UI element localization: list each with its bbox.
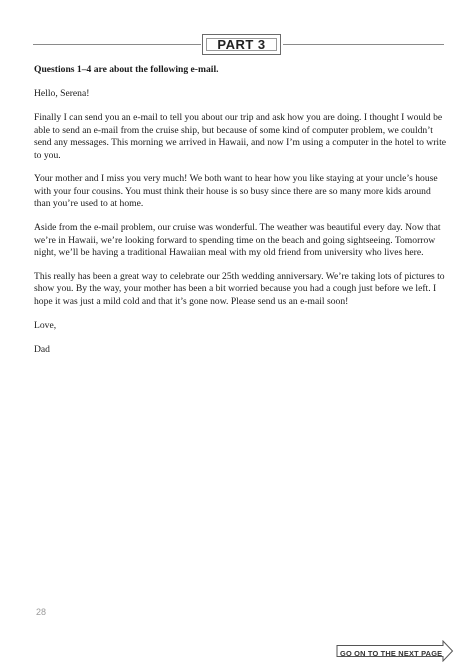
header-rule-right	[283, 44, 444, 45]
email-signature: Dad	[34, 343, 50, 355]
question-instructions: Questions 1–4 are about the following e-mail.	[34, 64, 219, 75]
email-greeting: Hello, Serena!	[34, 88, 90, 100]
page-number: 28	[36, 607, 47, 617]
email-paragraph-4: This really has been a great way to celebrate our 25th wedding anniversary. We’re taking lots of pictures to show you. By the way, your mother has been a bit worried because you had a cough just before we left. I hope it was just a mild cold and that it’s gone now. Please send us an e-mail soon!	[34, 270, 445, 307]
email-closing: Love,	[34, 319, 57, 331]
email-paragraph-1: Finally I can send you an e-mail to tell you about our trip and ask how you are doing. I thought I would be able to send an e-mail from the cruise ship, but because of some kind of computer problem, we couldn’t send any messages. This morning we arrived in Hawaii, and now I’m using a computer in the hotel to write to you.	[34, 112, 446, 161]
question-content	[34, 64, 446, 367]
part-title: PART 3	[217, 37, 266, 52]
header-rule-left	[33, 44, 201, 45]
next-page-label: GO ON TO THE NEXT PAGE	[340, 649, 443, 658]
part-heading-box	[202, 34, 281, 55]
next-page-indicator	[336, 640, 454, 662]
email-paragraph-2: Your mother and I miss you very much! We both want to hear how you like staying at your uncle’s house with your four cousins. You must think their house is so busy since there are so many more kids around than you’re used to at home.	[34, 173, 438, 210]
email-paragraph-3: Aside from the e-mail problem, our cruise was wonderful. The weather was beautiful every day. Now that we’re in Hawaii, we’re looking forward to spending time on the beach and going sightseeing. Tomorrow night, we’ll be having a traditional Hawaiian meal with my old friend from university who lives here.	[34, 222, 441, 258]
